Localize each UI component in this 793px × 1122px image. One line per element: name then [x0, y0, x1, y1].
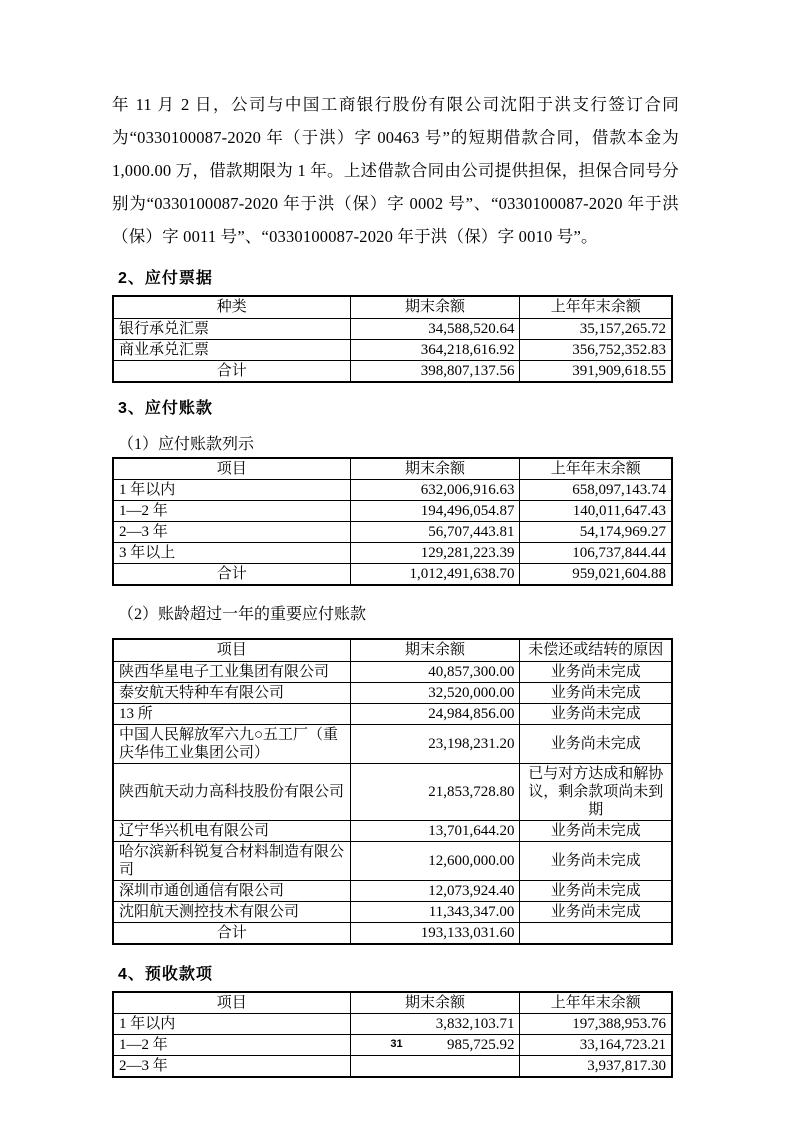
table-row	[113, 360, 672, 382]
table-row	[113, 501, 672, 522]
table-row	[113, 1014, 672, 1035]
important-accounts-payable-table	[112, 638, 673, 945]
table-row	[113, 564, 672, 586]
table-header-cell: 上年年末余额	[520, 992, 672, 1014]
table-cell: 12,073,924.40	[350, 880, 520, 901]
table-header-row	[113, 639, 672, 661]
table-cell: 197,388,953.76	[520, 1014, 672, 1035]
table-cell: 合计	[113, 922, 350, 944]
table-cell: 商业承兑汇票	[113, 339, 350, 360]
table-cell: 11,343,347.00	[350, 901, 520, 922]
table-cell: 40,857,300.00	[350, 661, 520, 682]
table-cell: 985,725.92	[350, 1035, 520, 1056]
table-header-cell: 期末余额	[350, 458, 520, 480]
table-cell: 陕西华星电子工业集团有限公司	[113, 661, 350, 682]
table-row	[113, 880, 672, 901]
table-cell: 398,807,137.56	[350, 360, 520, 382]
table-cell: 业务尚未完成	[520, 661, 672, 682]
table-row	[113, 661, 672, 682]
table-row	[113, 703, 672, 724]
table-cell: 深圳市通创通信有限公司	[113, 880, 350, 901]
table-cell: 业务尚未完成	[520, 880, 672, 901]
table-header-cell: 项目	[113, 458, 350, 480]
table-cell: 194,496,054.87	[350, 501, 520, 522]
table-cell: 1—2 年	[113, 1035, 350, 1056]
table-header-cell: 项目	[113, 992, 350, 1014]
table-header-cell: 上年年末余额	[520, 296, 672, 318]
table-cell: 140,011,647.43	[520, 501, 672, 522]
table-header-cell: 期末余额	[350, 639, 520, 661]
table-cell: 33,164,723.21	[520, 1035, 672, 1056]
subsection-3-1-heading: （1）应付账款列示	[118, 435, 255, 453]
table-row	[113, 922, 672, 944]
table-cell: 21,853,728.80	[350, 763, 520, 820]
table-cell: 106,737,844.44	[520, 543, 672, 564]
table-cell: 1—2 年	[113, 501, 350, 522]
table-cell: 129,281,223.39	[350, 543, 520, 564]
table-cell: 13,701,644.20	[350, 820, 520, 841]
table-header-cell: 期末余额	[350, 992, 520, 1014]
table-cell: 业务尚未完成	[520, 820, 672, 841]
table-cell: 1,012,491,638.70	[350, 564, 520, 586]
table-row	[113, 901, 672, 922]
table-row	[113, 480, 672, 501]
table-row	[113, 724, 672, 763]
table-cell: 哈尔滨新科锐复合材料制造有限公司	[113, 841, 350, 880]
section-4-heading: 4、预收款项	[118, 965, 213, 983]
table-cell: 泰安航天特种车有限公司	[113, 682, 350, 703]
advances-received-table	[112, 991, 673, 1079]
table-header-row	[113, 992, 672, 1014]
table-header-cell: 项目	[113, 639, 350, 661]
table-cell: 658,097,143.74	[520, 480, 672, 501]
table-cell: 1 年以内	[113, 1014, 350, 1035]
table-cell: 业务尚未完成	[520, 682, 672, 703]
table-cell: 3,937,817.30	[520, 1056, 672, 1078]
table-cell: 沈阳航天测控技术有限公司	[113, 901, 350, 922]
table-cell: 24,984,856.00	[350, 703, 520, 724]
table-cell	[350, 1056, 520, 1078]
table-cell: 辽宁华兴机电有限公司	[113, 820, 350, 841]
table-cell: 23,198,231.20	[350, 724, 520, 763]
table-cell: 业务尚未完成	[520, 703, 672, 724]
table-cell: 中国人民解放军六九○五工厂（重庆华伟工业集团公司）	[113, 724, 350, 763]
table-cell: 959,021,604.88	[520, 564, 672, 586]
notes-payable-table	[112, 295, 673, 383]
table-header-row	[113, 458, 672, 480]
table-cell: 12,600,000.00	[350, 841, 520, 880]
page-number: 31	[390, 1038, 403, 1050]
table-cell: 193,133,031.60	[350, 922, 520, 944]
table-cell: 32,520,000.00	[350, 682, 520, 703]
table-cell: 合计	[113, 564, 350, 586]
table-cell: 业务尚未完成	[520, 841, 672, 880]
table-cell: 364,218,616.92	[350, 339, 520, 360]
table-cell: 业务尚未完成	[520, 724, 672, 763]
table-cell: 356,752,352.83	[520, 339, 672, 360]
table-cell: 632,006,916.63	[350, 480, 520, 501]
table-row	[113, 820, 672, 841]
table-row	[113, 841, 672, 880]
table-row	[113, 682, 672, 703]
table-row	[113, 318, 672, 339]
table-row	[113, 763, 672, 820]
table-header-cell: 上年年末余额	[520, 458, 672, 480]
accounts-payable-aging-table	[112, 457, 673, 587]
table-cell: 合计	[113, 360, 350, 382]
table-cell: 34,588,520.64	[350, 318, 520, 339]
intro-paragraph: 年 11 月 2 日，公司与中国工商银行股份有限公司沈阳于洪支行签订合同为“0330100087-2020 年（于洪）字 00463 号”的短期借款合同，借款本金为 1,000.00 万，借款期限为 1 年。上述借款合同由公司提供担保，担保合同号分别为“0330100087-2020 年于洪（保）字 0002 号”、“0330100087-2020 年于洪（保）字 0011 号”、“0330100087-2020 年于洪（保）字 0010 号”。	[112, 95, 679, 246]
table-header-cell: 期末余额	[350, 296, 520, 318]
table-cell: 已与对方达成和解协议，剩余款项尚未到期	[520, 763, 672, 820]
table-cell: 2—3 年	[113, 522, 350, 543]
table-row	[113, 1056, 672, 1078]
table-cell: 1 年以内	[113, 480, 350, 501]
table-row	[113, 339, 672, 360]
table-header-cell: 种类	[113, 296, 350, 318]
subsection-3-2-heading: （2）账龄超过一年的重要应付账款	[118, 606, 367, 623]
table-cell: 13 所	[113, 703, 350, 724]
table-header-cell: 未偿还或结转的原因	[520, 639, 672, 661]
table-cell: 3,832,103.71	[350, 1014, 520, 1035]
section-2-heading: 2、应付票据	[118, 270, 213, 287]
table-cell: 54,174,969.27	[520, 522, 672, 543]
table-row	[113, 522, 672, 543]
table-cell: 银行承兑汇票	[113, 318, 350, 339]
table-cell: 391,909,618.55	[520, 360, 672, 382]
table-cell: 陕西航天动力高科技股份有限公司	[113, 763, 350, 820]
section-3-heading: 3、应付账款	[118, 399, 213, 417]
table-cell: 35,157,265.72	[520, 318, 672, 339]
table-cell: 56,707,443.81	[350, 522, 520, 543]
table-cell	[520, 922, 672, 944]
table-cell: 2—3 年	[113, 1056, 350, 1078]
table-cell: 3 年以上	[113, 543, 350, 564]
table-row	[113, 543, 672, 564]
table-cell: 业务尚未完成	[520, 901, 672, 922]
table-header-row	[113, 296, 672, 318]
